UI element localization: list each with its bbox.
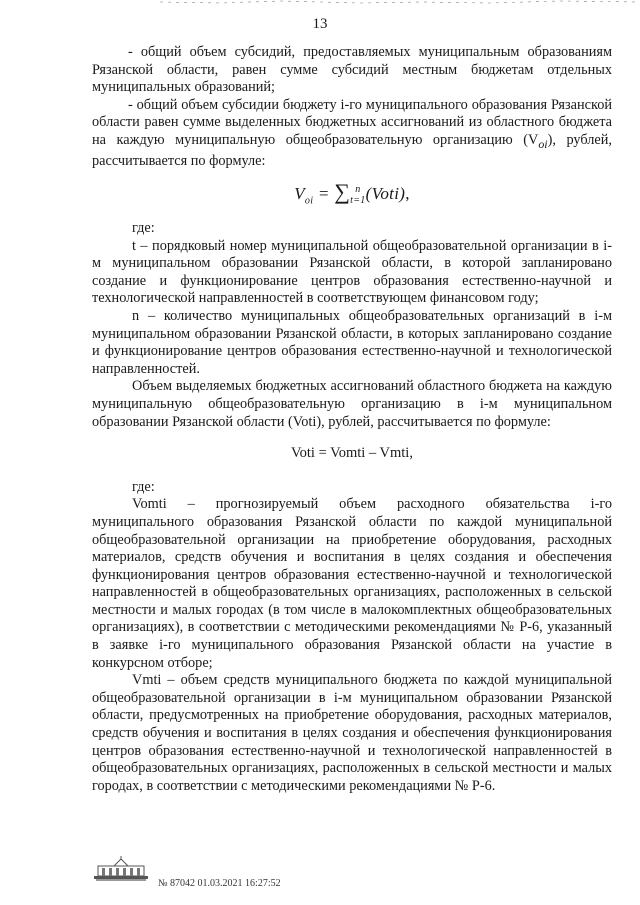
formula-voi-tail: , <box>405 184 410 204</box>
formula-voi <box>92 179 612 210</box>
document-footer <box>92 856 392 896</box>
sum-lower-limit: t=1 <box>350 195 366 207</box>
page-number: 13 <box>312 16 328 32</box>
paragraph-subsidy-formula-intro <box>92 97 612 171</box>
formula-voi-body: (Voti) <box>365 184 406 204</box>
scan-noise-line <box>160 0 640 6</box>
paragraph-voti-intro: Объем выделяемых бюджетных ассигнований областного бюджета на каждую муниципальную общеобразовательную организацию в i-м муниципальном образовании Рязанской области (Voti), рублей, рассчитывается по формуле: <box>92 378 612 430</box>
paragraph-subsidy-formula-intro-text: - общий объем субсидии бюджету i-го муниципального образования Рязанской области равен сумме выделенных бюджетных ассигнований из областного бюджета на каждую муниципальную общеобразовательную организацию (V <box>92 96 612 148</box>
paragraph-total-subsidy: - общий объем субсидий, предоставляемых муниципальным образованиям Рязанской области, равен сумме субсидий местным бюджетам отдельных муниципальных образований; <box>92 44 612 96</box>
formula-voti: Voti = Vomti – Vmti, <box>291 445 413 462</box>
document-body <box>92 44 612 795</box>
government-building-logo <box>92 856 150 882</box>
sum-upper-limit: n <box>355 184 361 196</box>
definition-vomti: Vomti – прогнозируемый объем расходного обязательства i-го муниципального образования Рязанской области по каждой муниципальной общеобразовательной организации на приобретение оборудования, расходных материалов, средств обучения и воспитания в целях создания и обеспечения функционирования центров образования естественно-научной и технологической направленностей в общеобразовательных организациях, расположенных в сельской местности и малых городах (в том числе в малокомплектных общеобразовательных организациях), в соответствии с методическими рекомендациями № Р-6, указанный в заявке i-го муниципального образования Рязанской области на участие в конкурсном отборе; <box>92 496 612 671</box>
definition-t: t – порядковый номер муниципальной общеобразовательной организации в i-м муниципальном образовании Рязанской области, в которой запланировано создание и функционирование центров образования естественно-научной и технологической направленностей в соответствующем финансовом году; <box>92 237 612 307</box>
where-label-2: где: <box>132 478 155 495</box>
sum-symbol: ∑ <box>334 179 351 205</box>
voi-subscript: oi <box>538 136 548 151</box>
paragraph-subsidy-formula-intro-end: ), рублей, рассчитывается по формуле: <box>92 131 613 170</box>
formula-voi-eq: = <box>313 184 335 204</box>
definition-vmti: Vmti – объем средств муниципального бюджета по каждой муниципальной общеобразовательной организации в i-м муниципальном образовании Рязанской области, предусмотренных на приобретение оборудования, расходных материалов, средств обучения и воспитания в целях создания и обеспечения функционирования центров образования естественно-научной и технологической направленностей в общеобразовательных организациях, расположенных в сельской местности и малых городах, в соответствии с методическими рекомендациями № Р-6. <box>92 672 612 794</box>
definition-n: n – количество муниципальных общеобразовательных организаций в i-м муниципальном образовании Рязанской области, в которых запланировано создание и функционирование центров образования естественно-научной и технологической направленностей. <box>92 307 612 377</box>
document-stamp-text: № 87042 01.03.2021 16:27:52 <box>158 878 281 889</box>
formula-voi-lhs: V <box>294 184 305 204</box>
formula-voi-lhs-sub: oi <box>304 195 314 207</box>
where-label-1: где: <box>132 220 155 236</box>
